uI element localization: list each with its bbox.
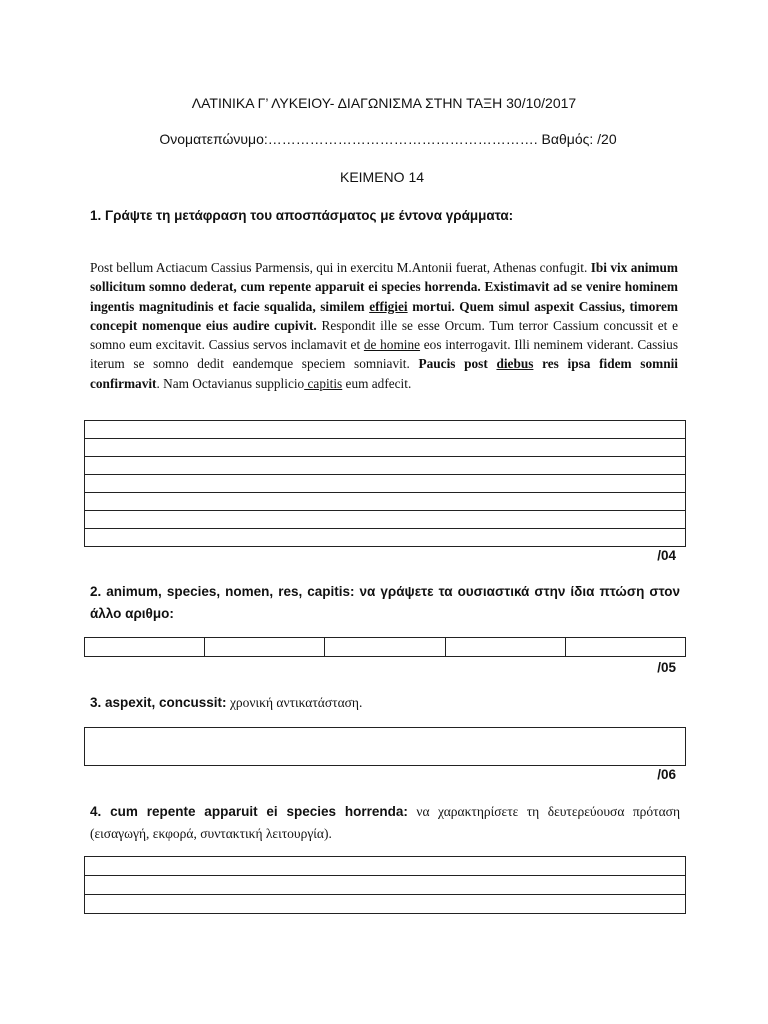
q4-answer-line[interactable]: [85, 876, 686, 895]
q4-answer-line[interactable]: [85, 895, 686, 914]
passage-segment: diebus: [496, 356, 534, 372]
passage-segment: Respondit ille se esse Orcum. Tum terror Cassium concussit et e somno eum excitavit. Cassius servos inclamavit et: [90, 317, 679, 353]
q1-answer-line[interactable]: [85, 493, 686, 511]
passage-segment: eos interrogavit. Illi neminem viderant. Cassius iterum se somno dedit eandemque speciem somniavit.: [90, 337, 679, 372]
q2-answer-cell[interactable]: [85, 638, 205, 657]
q2-answer-cell[interactable]: [445, 638, 565, 657]
question-1-prompt: 1. Γράψτε τη μετάφραση του αποσπάσματος με έντονα γράμματα:: [90, 208, 514, 223]
passage-segment: res ipsa fidem somnii confirmavit: [90, 356, 678, 391]
passage-segment: Post bellum Actiacum Cassius Parmensis, qui in exercitu M.Antonii fuerat, Athenas confugit.: [90, 260, 591, 275]
q4-prompt-rest: να χαρακτηρίσετε τη δευτερεύουσα πρόταση (εισαγωγή, εκφορά, συντακτική λειτουργία).: [90, 804, 681, 841]
q4-answer-table: [84, 856, 686, 914]
question-3-prompt: [90, 692, 680, 714]
q1-score: /04: [657, 548, 676, 563]
name-grade-line: Ονοματεπώνυμο:…………………………………………………. Βαθμός: /20: [159, 131, 617, 147]
q1-answer-line[interactable]: [85, 511, 686, 529]
q1-answer-line[interactable]: [85, 475, 686, 493]
q2-answer-cell[interactable]: [325, 638, 445, 657]
passage-segment: . Nam Octavianus supplicio: [156, 375, 305, 391]
passage-segment: Paucis post: [418, 356, 497, 372]
q3-answer-table: [84, 727, 686, 766]
q1-answer-table: [84, 420, 686, 547]
q2-score: /05: [657, 660, 676, 675]
passage-segment: mortui. Quem simul aspexit Cassius, timorem concepit nomenque eius audire cupivit.: [90, 298, 678, 333]
passage-segment: Ibi vix animum sollicitum somno dederat, cum repente apparuit ei species horrenda. Existimavit ad se venire hominem ingentis magnitudinis et facie squalida, similem: [90, 260, 678, 314]
q4-prompt-bold: 4. cum repente apparuit ei species horrenda:: [90, 804, 408, 819]
exam-title: ΛΑΤΙΝΙΚΑ Γ’ ΛΥΚΕΙΟΥ- ΔΙΑΓΩΝΙΣΜΑ ΣΤΗΝ ΤΑΞΗ 30/10/2017: [191, 95, 577, 111]
q3-prompt-rest: χρονική αντικατάσταση.: [226, 695, 363, 710]
q2-answer-table: [84, 637, 686, 657]
question-2-prompt: 2. animum, species, nomen, res, capitis: να γράψετε τα ουσιαστικά στην ίδια πτώση στον άλλο αριθμο:: [90, 584, 680, 621]
passage-segment: capitis: [304, 375, 343, 391]
passage-segment: effigiei: [369, 298, 408, 314]
q2-answer-cell[interactable]: [205, 638, 325, 657]
question-4-prompt: [90, 801, 680, 845]
q1-answer-line[interactable]: [85, 421, 686, 439]
q4-answer-line[interactable]: [85, 857, 686, 876]
q1-answer-line[interactable]: [85, 529, 686, 547]
passage-segment: eum adfecit.: [342, 375, 412, 391]
latin-passage: [90, 258, 678, 393]
passage-segment: de homine: [363, 337, 421, 353]
q1-answer-line[interactable]: [85, 457, 686, 475]
text-label: ΚΕΙΜΕΝΟ 14: [339, 169, 425, 185]
q3-score: /06: [657, 767, 676, 782]
q3-prompt-bold: 3. aspexit, concussit:: [90, 695, 227, 710]
q1-answer-line[interactable]: [85, 439, 686, 457]
q3-answer-box[interactable]: [85, 728, 686, 766]
q2-answer-cell[interactable]: [565, 638, 685, 657]
